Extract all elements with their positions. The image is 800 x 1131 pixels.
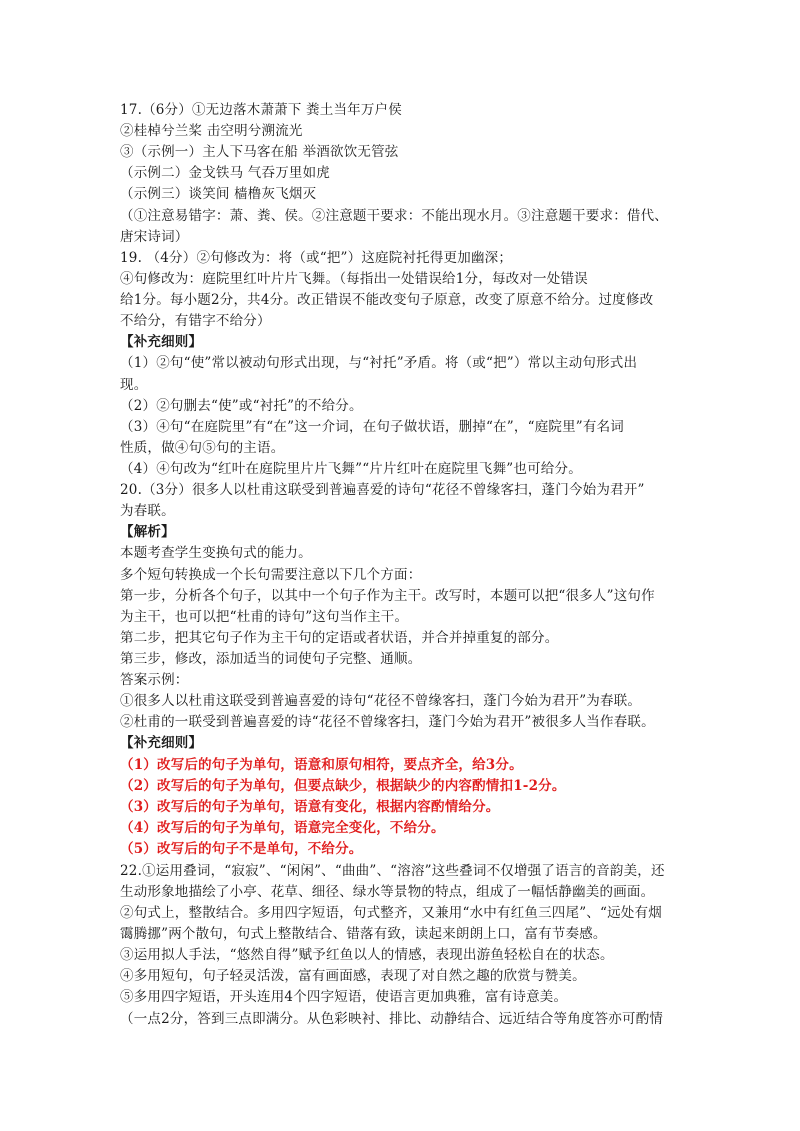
text-line: ③（示例一）主人下马客在船 举酒欲饮无管弦 [120, 144, 399, 160]
text-line: （2）②句删去“使”或“衬托”的不给分。 [120, 398, 363, 414]
section-heading: 【补充细则】 [120, 334, 203, 350]
text-line: （示例二）金戈铁马 气吞万里如虎 [120, 165, 330, 181]
text-line: （2）改写后的句子为单句，但要点缺少，根据缺少的内容酌情扣1-2分。 [120, 778, 566, 794]
text-line: （①注意易错字：萧、粪、侯。②注意题干要求：不能出现水月。③注意题干要求：借代、 [120, 208, 668, 224]
text-line: 答案示例： [120, 672, 189, 688]
text-line: 生动形象地描绘了小亭、花草、细径、绿水等景物的特点，组成了一幅恬静幽美的画面。 [120, 884, 655, 900]
text-line: 唐宋诗词） [120, 229, 189, 245]
text-line: ④多用短句，句子轻灵活泼，富有画面感，表现了对自然之趣的欣赏与赞美。 [120, 968, 586, 984]
text-line: 多个短句转换成一个长句需要注意以下几个方面： [120, 567, 422, 583]
text-line: 现。 [120, 377, 148, 393]
text-line: （5）改写后的句子不是单句，不给分。 [120, 841, 363, 857]
text-line: （一点2分，答到三点即满分。从色彩映衬、排比、动静结合、远近结合等角度答亦可酌情 [120, 1011, 664, 1027]
text-line: ②杜甫的一联受到普遍喜爱的诗“花径不曾缘客扫，蓬门今始为君开”被很多人当作春联。 [120, 714, 655, 730]
text-line: （4）④句改为“红叶在庭院里片片飞舞”“片片红叶在庭院里飞舞”也可给分。 [120, 461, 582, 477]
text-line: （3）④句“在庭院里”有“在”这一介词，在句子做状语，删掉“在”，“庭院里”有名词 [120, 419, 625, 435]
text-line: 为春联。 [120, 503, 175, 519]
text-line: 20.（3分）很多人以杜甫这联受到普遍喜爱的诗句“花径不曾缘客扫，蓬门今始为君开” [120, 482, 645, 498]
text-line: （示例三）谈笑间 樯橹灰飞烟灭 [120, 186, 317, 202]
text-line: 19. （4分）②句修改为：将（或“把”）这庭院衬托得更加幽深； [120, 250, 513, 266]
text-line: ③运用拟人手法，“悠然自得”赋予红鱼以人的情感，表现出游鱼轻松自在的状态。 [120, 947, 614, 963]
text-line: 为主干，也可以把“杜甫的诗句”这句当作主干。 [120, 609, 409, 625]
text-line: 22.①运用叠词，“寂寂”、“闲闲”、“曲曲”、“溶溶”这些叠词不仅增强了语言的音韵美，还 [120, 863, 665, 879]
text-line: 给1分。每小题2分，共4分。改正错误不能改变句子原意，改变了原意不给分。过度修改 [120, 292, 654, 308]
text-line: 第三步，修改，添加适当的词使句子完整、通顺。 [120, 651, 422, 667]
text-line: ②桂棹兮兰桨 击空明兮溯流光 [120, 123, 303, 139]
text-line: （4）改写后的句子为单句，语意完全变化，不给分。 [120, 820, 445, 836]
section-heading: 【补充细则】 [120, 735, 203, 751]
text-line: 性质，做④句⑤句的主语。 [120, 440, 285, 456]
text-line: 第二步，把其它句子作为主干句的定语或者状语，并合并掉重复的部分。 [120, 630, 559, 646]
section-heading: 【解析】 [120, 524, 175, 540]
text-line: （1）②句“使”常以被动句形式出现，与“衬托”矛盾。将（或“把”）常以主动句形式出 [120, 355, 638, 371]
text-line: ⑤多用四字短语，开头连用4个四字短语，使语言更加典雅，富有诗意美。 [120, 989, 568, 1005]
text-line: ②句式上，整散结合。多用四字短语，句式整齐，又兼用“水中有红鱼三四尾”、“远处有烟 [120, 905, 662, 921]
text-line: ④句修改为：庭院里红叶片片飞舞。（每指出一处错误给1分，每改对一处错误 [120, 271, 588, 287]
text-line: 第一步，分析各个句子，以其中一个句子作为主干。改写时，本题可以把“很多人”这句作 [120, 588, 655, 604]
text-line: （3）改写后的句子为单句，语意有变化，根据内容酌情给分。 [120, 799, 500, 815]
text-line: ①很多人以杜甫这联受到普遍喜爱的诗句“花径不曾缘客扫，蓬门今始为君开”为春联。 [120, 693, 642, 709]
text-line: 17.（6分）①无边落木萧萧下 粪土当年万户侯 [120, 102, 402, 118]
text-line: （1）改写后的句子为单句，语意和原句相符，要点齐全，给3分。 [120, 757, 523, 773]
text-line: 霭腾挪”两个散句，句式上整散结合、错落有致，读起来朗朗上口，富有节奏感。 [120, 926, 607, 942]
text-line: 不给分，有错字不给分） [120, 313, 271, 329]
text-line: 本题考查学生变换句式的能力。 [120, 545, 312, 561]
